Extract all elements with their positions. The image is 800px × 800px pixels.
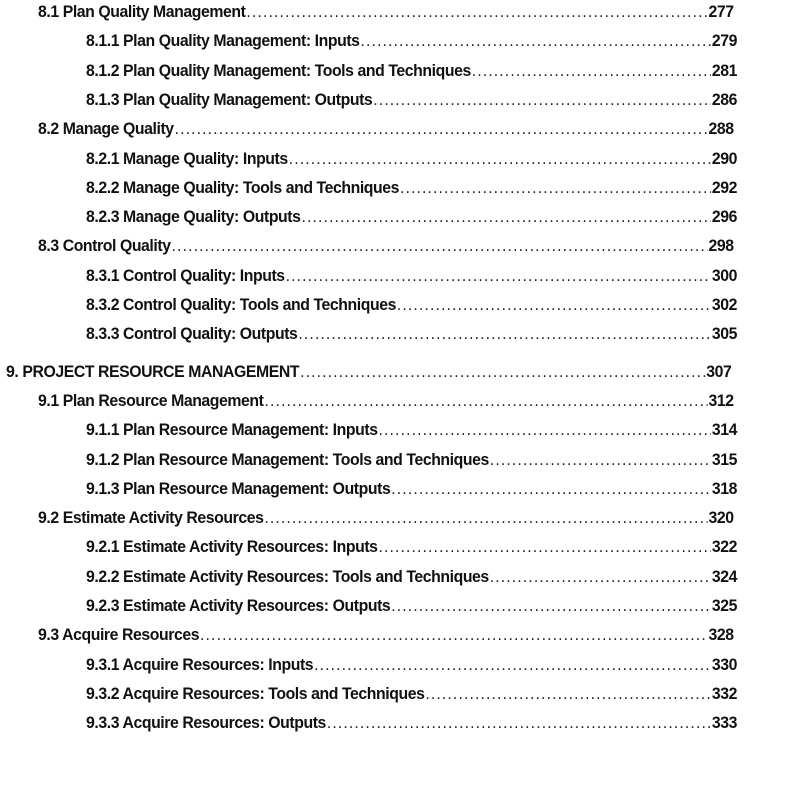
toc-dot-leader [391, 594, 711, 618]
toc-section-link[interactable] [38, 389, 734, 413]
toc-row [0, 205, 800, 229]
toc-dot-leader [300, 360, 705, 384]
toc-subsection-link[interactable] [86, 477, 737, 501]
toc-row [0, 682, 800, 706]
toc-entry-title: 9. PROJECT RESOURCE MANAGEMENT [6, 362, 300, 381]
toc-entry-title: 9.1.3 Plan Resource Management: Outputs [86, 479, 391, 498]
toc-entry-title: 8.3 Control Quality [38, 236, 171, 255]
toc-subsection-link[interactable] [86, 653, 737, 677]
toc-page-number: 312 [708, 391, 734, 410]
toc-row [0, 448, 800, 472]
toc-entry-title: 8.1.1 Plan Quality Management: Inputs [86, 31, 360, 50]
toc-entry-title: 8.1.3 Plan Quality Management: Outputs [86, 90, 373, 109]
toc-row [0, 147, 800, 171]
toc-page-number: 298 [708, 236, 734, 255]
toc-subsection-link[interactable] [86, 205, 737, 229]
toc-row [0, 477, 800, 501]
toc-dot-leader [175, 117, 708, 141]
toc-row [0, 565, 800, 589]
toc-dot-leader [264, 389, 707, 413]
toc-row [0, 88, 800, 112]
toc-dot-leader [298, 322, 711, 346]
toc-row [0, 623, 800, 647]
toc-page-number: 302 [711, 295, 737, 314]
toc-row [0, 711, 800, 735]
toc-dot-leader [360, 29, 710, 53]
toc-entry-title: 8.2.1 Manage Quality: Inputs [86, 149, 288, 168]
toc-page-number: 281 [711, 61, 737, 80]
toc-section-link[interactable] [38, 623, 734, 647]
toc-page-number: 315 [711, 450, 737, 469]
toc-dot-leader [490, 565, 711, 589]
toc-row [0, 594, 800, 618]
toc-subsection-link[interactable] [86, 535, 737, 559]
toc-row [0, 0, 800, 24]
toc-subsection-link[interactable] [86, 448, 737, 472]
toc-chapter-link[interactable] [6, 360, 731, 384]
toc-subsection-link[interactable] [86, 418, 737, 442]
toc-dot-leader [264, 506, 707, 530]
toc-page-number: 307 [706, 362, 732, 381]
toc-section-link[interactable] [38, 117, 734, 141]
toc-page-number: 325 [711, 596, 737, 615]
toc-row [0, 322, 800, 346]
toc-row [0, 176, 800, 200]
toc-page-number: 324 [711, 567, 737, 586]
toc-dot-leader [373, 88, 711, 112]
toc-section-link[interactable] [38, 0, 734, 24]
toc-row [0, 264, 800, 288]
toc-row [0, 293, 800, 317]
toc-entry-title: 9.2.2 Estimate Activity Resources: Tools and Techniques [86, 567, 489, 586]
toc-entry-title: 9.3.1 Acquire Resources: Inputs [86, 655, 314, 674]
toc-entry-title: 9.1.2 Plan Resource Management: Tools and Techniques [86, 450, 489, 469]
toc-entry-title: 8.2 Manage Quality [38, 119, 174, 138]
toc-dot-leader [472, 59, 711, 83]
toc-section-link[interactable] [38, 506, 734, 530]
toc-subsection-link[interactable] [86, 147, 737, 171]
toc-subsection-link[interactable] [86, 88, 737, 112]
toc-entry-title: 8.1 Plan Quality Management [38, 2, 246, 21]
toc-row [0, 234, 800, 258]
toc-page-number: 305 [711, 324, 737, 343]
toc-page-number: 296 [711, 207, 737, 226]
toc-dot-leader [327, 711, 711, 735]
toc-page-number: 292 [711, 178, 737, 197]
toc-page-number: 288 [708, 119, 734, 138]
toc-entry-title: 9.1.1 Plan Resource Management: Inputs [86, 420, 378, 439]
toc-dot-leader [379, 418, 711, 442]
toc-dot-leader [425, 682, 711, 706]
toc-entry-title: 9.1 Plan Resource Management [38, 391, 264, 410]
toc-subsection-link[interactable] [86, 59, 737, 83]
toc-entry-title: 9.2.3 Estimate Activity Resources: Outputs [86, 596, 391, 615]
toc-dot-leader [397, 293, 711, 317]
toc-subsection-link[interactable] [86, 293, 737, 317]
toc-row [0, 535, 800, 559]
toc-row [0, 506, 800, 530]
toc-entry-title: 9.3.3 Acquire Resources: Outputs [86, 713, 326, 732]
toc-row [0, 360, 800, 384]
toc-subsection-link[interactable] [86, 176, 737, 200]
toc-row [0, 29, 800, 53]
toc-subsection-link[interactable] [86, 565, 737, 589]
toc-page-number: 322 [711, 537, 737, 556]
toc-page-number: 290 [711, 149, 737, 168]
toc-row [0, 59, 800, 83]
toc-subsection-link[interactable] [86, 594, 737, 618]
toc-subsection-link[interactable] [86, 711, 737, 735]
toc-subsection-link[interactable] [86, 29, 737, 53]
toc-page-number: 286 [711, 90, 737, 109]
toc-dot-leader [490, 448, 711, 472]
toc-dot-leader [289, 147, 711, 171]
toc-page-number: 333 [711, 713, 737, 732]
toc-dot-leader [200, 623, 708, 647]
toc-row [0, 418, 800, 442]
toc-section-link[interactable] [38, 234, 734, 258]
toc-entry-title: 9.2.1 Estimate Activity Resources: Inputs [86, 537, 378, 556]
toc-dot-leader [246, 0, 707, 24]
toc-page-number: 320 [708, 508, 734, 527]
toc-row [0, 117, 800, 141]
toc-entry-title: 8.2.3 Manage Quality: Outputs [86, 207, 301, 226]
toc-page-number: 332 [711, 684, 737, 703]
toc-page-number: 314 [711, 420, 737, 439]
toc-page-number: 318 [711, 479, 737, 498]
toc-page-number: 328 [708, 625, 734, 644]
toc-entry-title: 8.3.3 Control Quality: Outputs [86, 324, 298, 343]
toc-entry-title: 8.2.2 Manage Quality: Tools and Techniques [86, 178, 400, 197]
toc-subsection-link[interactable] [86, 264, 737, 288]
toc-dot-leader [391, 477, 711, 501]
toc-entry-title: 9.3.2 Acquire Resources: Tools and Techniques [86, 684, 425, 703]
toc-dot-leader [172, 234, 708, 258]
toc-page-number: 279 [711, 31, 737, 50]
toc-row [0, 653, 800, 677]
toc-entry-title: 8.1.2 Plan Quality Management: Tools and Techniques [86, 61, 471, 80]
toc-page-number: 277 [708, 2, 734, 21]
toc-entry-title: 8.3.1 Control Quality: Inputs [86, 266, 285, 285]
toc-dot-leader [286, 264, 711, 288]
toc-page-number: 330 [711, 655, 737, 674]
toc-dot-leader [378, 535, 710, 559]
toc-dot-leader [314, 653, 711, 677]
toc-dot-leader [400, 176, 711, 200]
toc-row [0, 389, 800, 413]
toc-subsection-link[interactable] [86, 322, 737, 346]
toc-page-number: 300 [711, 266, 737, 285]
toc-entry-title: 9.2 Estimate Activity Resources [38, 508, 264, 527]
toc-entry-title: 8.3.2 Control Quality: Tools and Techniques [86, 295, 396, 314]
toc-dot-leader [301, 205, 710, 229]
toc-subsection-link[interactable] [86, 682, 737, 706]
toc-entry-title: 9.3 Acquire Resources [38, 625, 200, 644]
